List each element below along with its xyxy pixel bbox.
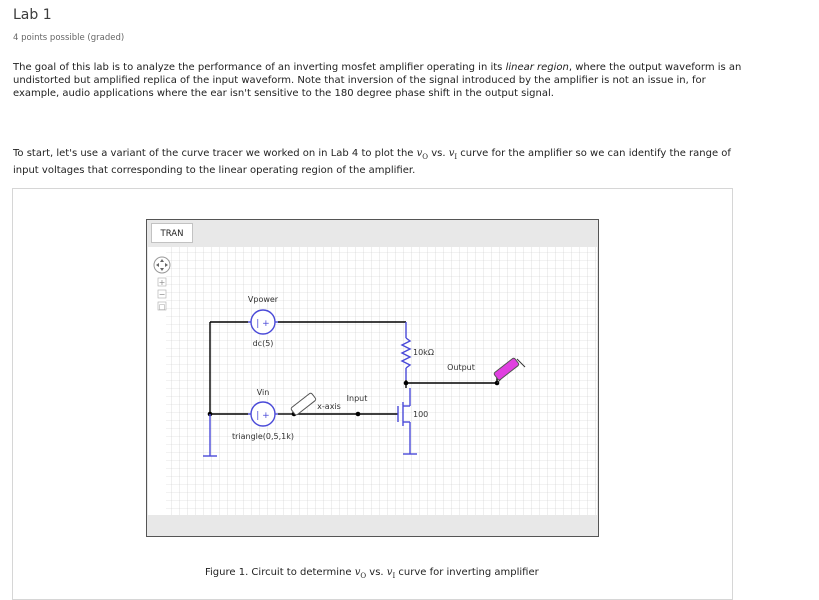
grid-lines — [148, 247, 597, 515]
fit-view-icon[interactable] — [158, 302, 166, 311]
vin-polarity: | + — [256, 411, 270, 421]
instructions-text-2: curve for the amplifier so we can identify the range of input voltages that corresponding to the linear operating region of the amplifier. — [13, 148, 731, 176]
intro-emphasis: linear region — [505, 62, 569, 73]
intro-paragraph — [13, 61, 753, 100]
lab-title: Lab 1 — [13, 7, 52, 23]
resistor-label: 10kΩ — [413, 348, 434, 357]
tran-button[interactable]: TRAN — [151, 223, 193, 243]
pan-control-icon[interactable] — [154, 257, 170, 273]
vpower-value: dc(5) — [252, 339, 274, 348]
xaxis-label: x-axis — [317, 402, 341, 411]
vpower-label: Vpower — [247, 295, 279, 304]
left-toolbar-strip — [148, 247, 166, 515]
var-vi: $v_I$ — [448, 148, 458, 161]
figure-caption: Figure 1. Circuit to determine $v_O$ vs. $v_I$ curve for inverting amplifier — [205, 567, 539, 580]
schematic-canvas[interactable] — [147, 220, 598, 536]
intro-text-1: The goal of this lab is to analyze the performance of an inverting mosfet amplifier operating in its — [13, 62, 506, 73]
caption-var-vo: $v_O$ — [354, 567, 367, 580]
caption-var-vi: $v_I$ — [386, 567, 396, 580]
vpower-polarity: | + — [256, 319, 270, 329]
instructions-paragraph — [13, 147, 753, 177]
instructions-vs: vs. — [428, 148, 449, 159]
zoom-out-icon[interactable] — [158, 290, 166, 299]
svg-text:+: + — [158, 278, 166, 287]
vin-label: Vin — [256, 388, 270, 397]
points-possible: 4 points possible (graded) — [13, 33, 125, 43]
circuit-simulator[interactable] — [146, 219, 599, 537]
var-vo: $v_O$ — [416, 148, 429, 161]
instructions-text-1: To start, let's use a variant of the curve tracer we worked on in Lab 4 to plot the — [13, 148, 417, 159]
output-label: Output — [447, 363, 475, 372]
mosfet-label: 100 — [413, 410, 429, 419]
zoom-in-icon[interactable] — [158, 278, 166, 287]
svg-text:□: □ — [158, 303, 166, 311]
input-label: Input — [346, 394, 368, 403]
vin-value: triangle(0,5,1k) — [231, 432, 295, 441]
intro-text-2: , where the output waveform is an undistorted but amplified replica of the input waveform. Note that inversion of the signal introduced by the amplifier is not an issue in, for example, audio applications where the ear isn't sensitive to the 180 degree phase shift in the output signal. — [13, 62, 742, 99]
svg-text:−: − — [158, 290, 166, 299]
